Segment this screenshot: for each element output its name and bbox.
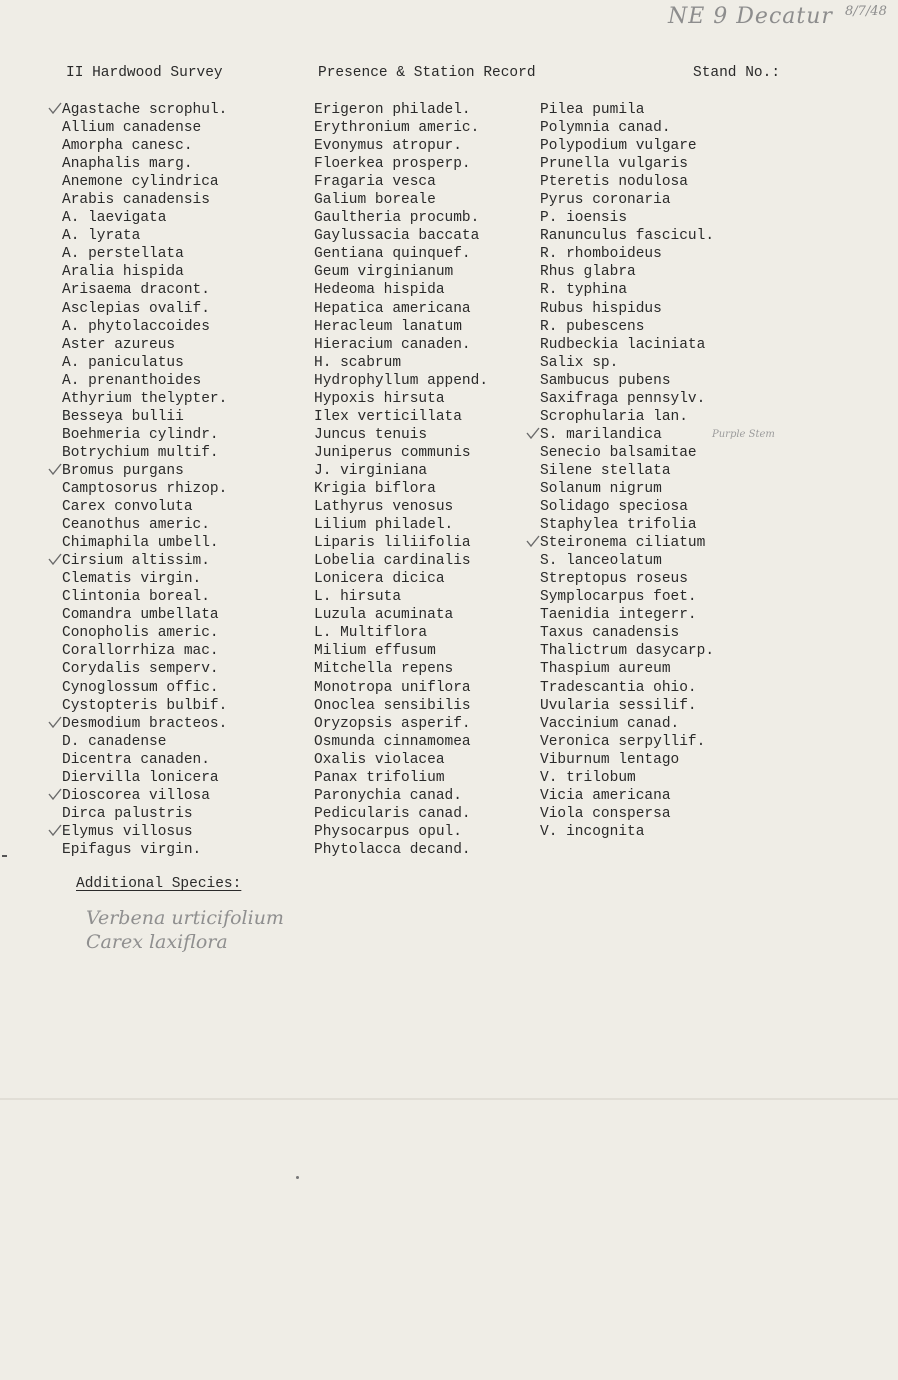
species-name: Lonicera dicica <box>314 571 445 588</box>
species-name: Tradescantia ohio. <box>540 679 697 696</box>
checkmark-icon <box>48 553 62 565</box>
species-item <box>314 137 488 155</box>
species-item <box>540 137 714 155</box>
checkmark-icon <box>48 102 62 114</box>
species-item <box>314 462 488 480</box>
species-name: S. marilandica <box>540 426 662 443</box>
species-item <box>62 137 227 155</box>
species-item <box>62 841 227 859</box>
species-name: Hepatica americana <box>314 300 471 317</box>
species-name: L. Multiflora <box>314 625 428 642</box>
species-name: Viola conspersa <box>540 805 671 822</box>
species-name: Gaultheria procumb. <box>314 210 480 227</box>
species-name: R. pubescens <box>540 318 645 335</box>
checkmark-icon <box>526 535 540 547</box>
species-column-3 <box>540 101 775 841</box>
species-name: Arabis canadensis <box>62 192 210 209</box>
species-name: Pedicularis canad. <box>314 805 471 822</box>
species-item <box>314 715 488 733</box>
species-item <box>314 155 488 173</box>
species-item <box>540 191 714 209</box>
species-name: Veronica serpyllif. <box>540 733 706 750</box>
species-item <box>62 805 227 823</box>
species-item <box>314 606 488 624</box>
species-item <box>314 444 488 462</box>
species-item <box>314 751 488 769</box>
species-item <box>62 498 227 516</box>
species-name: Hedeoma hispida <box>314 282 445 299</box>
species-item <box>540 318 714 336</box>
species-name: Salix sp. <box>540 354 619 371</box>
species-name: Lathyrus venosus <box>314 499 454 516</box>
species-name: Mitchella repens <box>314 661 454 678</box>
species-item <box>540 642 714 660</box>
species-name: Silene stellata <box>540 462 671 479</box>
species-item <box>540 209 714 227</box>
species-item <box>540 245 714 263</box>
species-item <box>62 300 227 318</box>
species-name: Desmodium bracteos. <box>62 715 228 732</box>
species-item <box>314 642 488 660</box>
species-item <box>540 444 714 462</box>
species-name: Viburnum lentago <box>540 751 680 768</box>
species-name: Hypoxis hirsuta <box>314 390 445 407</box>
species-name: Krigia biflora <box>314 480 436 497</box>
species-name: Dicentra canaden. <box>62 751 210 768</box>
species-name: Besseya bullii <box>62 408 184 425</box>
checkmark-icon <box>48 788 62 800</box>
species-name: Polypodium vulgare <box>540 138 697 155</box>
species-item <box>314 787 488 805</box>
species-item <box>314 119 488 137</box>
species-name: R. rhomboideus <box>540 246 662 263</box>
species-item <box>540 805 714 823</box>
species-name: Bromus purgans <box>62 462 184 479</box>
species-item <box>540 408 714 426</box>
species-name: Staphylea trifolia <box>540 517 697 534</box>
species-item <box>314 841 488 859</box>
species-item <box>62 426 227 444</box>
species-item <box>540 588 714 606</box>
species-item <box>540 823 714 841</box>
page-fold-line <box>0 1098 898 1100</box>
species-name: Senecio balsamitae <box>540 444 697 461</box>
species-item <box>62 679 227 697</box>
species-item <box>314 624 488 642</box>
species-name: A. paniculatus <box>62 354 184 371</box>
species-name: Arisaema dracont. <box>62 282 210 299</box>
species-item <box>314 588 488 606</box>
species-item <box>540 101 714 119</box>
species-item <box>314 697 488 715</box>
species-item <box>540 715 714 733</box>
species-name: Steironema ciliatum <box>540 535 706 552</box>
species-item <box>62 444 227 462</box>
species-item <box>314 534 488 552</box>
species-name: Comandra umbellata <box>62 607 219 624</box>
additional-species-item: Carex laxiflora <box>86 931 228 953</box>
species-name: J. virginiana <box>314 462 428 479</box>
species-item <box>62 751 227 769</box>
species-item <box>314 679 488 697</box>
species-item <box>62 606 227 624</box>
species-name: Symplocarpus foet. <box>540 589 697 606</box>
species-name: Asclepias ovalif. <box>62 300 210 317</box>
species-item <box>540 751 714 769</box>
species-name: Elymus villosus <box>62 823 193 840</box>
species-name: Pteretis nodulosa <box>540 174 688 191</box>
species-item <box>62 823 227 841</box>
species-name: Evonymus atropur. <box>314 138 462 155</box>
species-item <box>540 552 714 570</box>
species-name: Ranunculus fascicul. <box>540 228 715 245</box>
checkmark-icon <box>526 427 540 439</box>
species-name: Aralia hispida <box>62 264 184 281</box>
species-name: Chimaphila umbell. <box>62 535 219 552</box>
species-name: V. incognita <box>540 823 645 840</box>
species-name: Corallorrhiza mac. <box>62 643 219 660</box>
species-name: Hydrophyllum append. <box>314 372 489 389</box>
species-name: A. perstellata <box>62 246 184 263</box>
species-name: Cynoglossum offic. <box>62 679 219 696</box>
species-item <box>540 119 714 137</box>
species-name: D. canadense <box>62 733 167 750</box>
handwritten-date: 8/7/48 <box>845 4 887 19</box>
species-item <box>540 516 714 534</box>
species-name: Boehmeria cylindr. <box>62 426 219 443</box>
species-name: Taxus canadensis <box>540 625 680 642</box>
species-name: Athyrium thelypter. <box>62 390 228 407</box>
species-name: Botrychium multif. <box>62 444 219 461</box>
species-name: Cystopteris bulbif. <box>62 697 228 714</box>
species-item <box>314 516 488 534</box>
handwritten-note: Purple Stem <box>712 428 775 440</box>
species-name: Pilea pumila <box>540 102 645 118</box>
species-item <box>62 462 227 480</box>
species-item <box>314 823 488 841</box>
additional-species-list <box>86 906 284 954</box>
checkmark-icon <box>48 824 62 836</box>
species-name: Fragaria vesca <box>314 174 436 191</box>
species-item <box>62 101 227 119</box>
species-item <box>62 480 227 498</box>
species-name: A. laevigata <box>62 210 167 227</box>
handwritten-location: NE 9 Decatur <box>668 4 833 29</box>
species-name: V. trilobum <box>540 769 636 786</box>
species-item <box>314 245 488 263</box>
species-name: Erythronium americ. <box>314 120 480 137</box>
species-item <box>540 660 714 678</box>
species-item <box>62 534 227 552</box>
species-name: Juniperus communis <box>314 444 471 461</box>
species-name: Scrophularia lan. <box>540 408 688 425</box>
species-item <box>62 552 227 570</box>
checkmark-icon <box>48 716 62 728</box>
species-item <box>540 480 714 498</box>
species-name: Polymnia canad. <box>540 120 671 137</box>
species-item <box>62 209 227 227</box>
species-name: Paronychia canad. <box>314 787 462 804</box>
species-item <box>62 227 227 245</box>
species-item <box>314 660 488 678</box>
record-title: Presence & Station Record <box>318 65 536 81</box>
species-name: Rudbeckia laciniata <box>540 336 706 353</box>
species-name: A. lyrata <box>62 228 141 245</box>
species-name: Corydalis semperv. <box>62 661 219 678</box>
species-item <box>540 679 714 697</box>
species-name: Clintonia boreal. <box>62 589 210 606</box>
species-item <box>62 281 227 299</box>
species-name: A. prenanthoides <box>62 372 202 389</box>
species-name: Heracleum lanatum <box>314 318 462 335</box>
species-item <box>540 173 714 191</box>
species-name: Vicia americana <box>540 787 671 804</box>
species-name: A. phytolaccoides <box>62 318 210 335</box>
species-item <box>540 570 714 588</box>
species-item <box>314 318 488 336</box>
paper-spot <box>296 1176 299 1179</box>
species-item <box>540 426 775 444</box>
species-name: Monotropa uniflora <box>314 679 471 696</box>
species-name: Clematis virgin. <box>62 571 202 588</box>
additional-species-item: Verbena urticifolium <box>86 907 284 929</box>
species-name: Uvularia sessilif. <box>540 697 697 714</box>
species-item <box>540 498 714 516</box>
species-name: Carex convoluta <box>62 499 193 516</box>
species-item <box>62 336 227 354</box>
species-name: S. lanceolatum <box>540 553 662 570</box>
species-item <box>540 606 714 624</box>
species-name: Conopholis americ. <box>62 625 219 642</box>
species-name: Oryzopsis asperif. <box>314 715 471 732</box>
species-name: Solidago speciosa <box>540 499 688 516</box>
species-name: Saxifraga pennsylv. <box>540 390 706 407</box>
species-item <box>62 318 227 336</box>
species-name: Anemone cylindrica <box>62 174 219 191</box>
species-item <box>540 263 714 281</box>
species-item <box>540 372 714 390</box>
species-name: Pyrus coronaria <box>540 192 671 209</box>
species-item <box>314 372 488 390</box>
species-name: H. scabrum <box>314 354 402 371</box>
species-name: Ceanothus americ. <box>62 517 210 534</box>
species-item <box>62 733 227 751</box>
species-item <box>62 624 227 642</box>
species-item <box>62 408 227 426</box>
species-item <box>540 624 714 642</box>
species-item <box>62 263 227 281</box>
species-name: Liparis liliifolia <box>314 535 471 552</box>
species-name: Dirca palustris <box>62 805 193 822</box>
species-name: Epifagus virgin. <box>62 841 202 858</box>
species-item <box>540 733 714 751</box>
checkmark-icon <box>48 463 62 475</box>
species-name: Floerkea prosperp. <box>314 156 471 173</box>
species-item <box>314 227 488 245</box>
species-column-2 <box>314 101 488 859</box>
species-item <box>62 245 227 263</box>
species-name: L. hirsuta <box>314 589 402 606</box>
species-name: R. typhina <box>540 282 628 299</box>
species-name: Luzula acuminata <box>314 607 454 624</box>
species-name: Camptosorus rhizop. <box>62 480 228 497</box>
species-item <box>314 769 488 787</box>
species-name: Lobelia cardinalis <box>314 553 471 570</box>
species-name: Lilium philadel. <box>314 517 454 534</box>
species-item <box>540 227 714 245</box>
species-item <box>540 155 714 173</box>
species-item <box>540 534 714 552</box>
species-name: Agastache scrophul. <box>62 102 228 118</box>
species-item <box>62 155 227 173</box>
species-item <box>540 787 714 805</box>
species-name: Panax trifolium <box>314 769 445 786</box>
species-name: Vaccinium canad. <box>540 715 680 732</box>
species-item <box>314 300 488 318</box>
species-column-1 <box>62 101 227 859</box>
species-item <box>62 390 227 408</box>
species-item <box>540 697 714 715</box>
species-name: Geum virginianum <box>314 264 454 281</box>
species-name: Cirsium altissim. <box>62 553 210 570</box>
species-name: Amorpha canesc. <box>62 138 193 155</box>
species-item <box>314 426 488 444</box>
species-name: Onoclea sensibilis <box>314 697 471 714</box>
species-item <box>62 516 227 534</box>
stand-number-label: Stand No.: <box>693 65 781 81</box>
species-name: Dioscorea villosa <box>62 787 210 804</box>
species-item <box>314 498 488 516</box>
survey-title: II Hardwood Survey <box>66 65 223 81</box>
additional-species-label: Additional Species: <box>76 876 242 892</box>
species-item <box>62 642 227 660</box>
species-name: Allium canadense <box>62 120 202 137</box>
species-name: Ilex verticillata <box>314 408 462 425</box>
species-item <box>314 733 488 751</box>
species-item <box>314 173 488 191</box>
species-item <box>62 354 227 372</box>
species-name: Aster azureus <box>62 336 176 353</box>
species-item <box>540 300 714 318</box>
species-item <box>314 209 488 227</box>
species-item <box>314 336 488 354</box>
species-item <box>62 119 227 137</box>
species-name: Gaylussacia baccata <box>314 228 480 245</box>
species-name: Thaspium aureum <box>540 661 671 678</box>
species-item <box>540 769 714 787</box>
species-item <box>62 173 227 191</box>
species-item <box>62 697 227 715</box>
species-item <box>314 390 488 408</box>
species-item <box>314 281 488 299</box>
species-name: Oxalis violacea <box>314 751 445 768</box>
species-item <box>62 769 227 787</box>
species-name: Gentiana quinquef. <box>314 246 471 263</box>
species-name: Streptopus roseus <box>540 571 688 588</box>
species-item <box>540 462 714 480</box>
species-item <box>540 390 714 408</box>
species-item <box>314 480 488 498</box>
species-name: Physocarpus opul. <box>314 823 462 840</box>
species-item <box>314 354 488 372</box>
species-item <box>314 552 488 570</box>
species-name: Phytolacca decand. <box>314 841 471 858</box>
species-item <box>540 336 714 354</box>
species-item <box>314 570 488 588</box>
species-name: Solanum nigrum <box>540 480 662 497</box>
species-item <box>62 588 227 606</box>
species-item <box>314 191 488 209</box>
species-item <box>540 354 714 372</box>
margin-mark <box>2 855 7 857</box>
species-item <box>314 101 488 119</box>
species-name: Prunella vulgaris <box>540 156 688 173</box>
species-name: Milium effusum <box>314 643 436 660</box>
species-item <box>62 191 227 209</box>
species-name: Anaphalis marg. <box>62 156 193 173</box>
species-item <box>314 408 488 426</box>
species-name: Rubus hispidus <box>540 300 662 317</box>
species-item <box>62 372 227 390</box>
species-name: Rhus glabra <box>540 264 636 281</box>
species-item <box>62 787 227 805</box>
species-name: Taenidia integerr. <box>540 607 697 624</box>
species-name: Diervilla lonicera <box>62 769 219 786</box>
species-name: Sambucus pubens <box>540 372 671 389</box>
species-name: Thalictrum dasycarp. <box>540 643 715 660</box>
species-item <box>62 715 227 733</box>
species-name: Galium boreale <box>314 192 436 209</box>
species-name: Osmunda cinnamomea <box>314 733 471 750</box>
species-name: Erigeron philadel. <box>314 102 471 118</box>
species-item <box>314 263 488 281</box>
species-name: Hieracium canaden. <box>314 336 471 353</box>
species-item <box>540 281 714 299</box>
species-item <box>62 660 227 678</box>
species-name: Juncus tenuis <box>314 426 428 443</box>
species-item <box>314 805 488 823</box>
species-item <box>62 570 227 588</box>
species-name: P. ioensis <box>540 210 628 227</box>
